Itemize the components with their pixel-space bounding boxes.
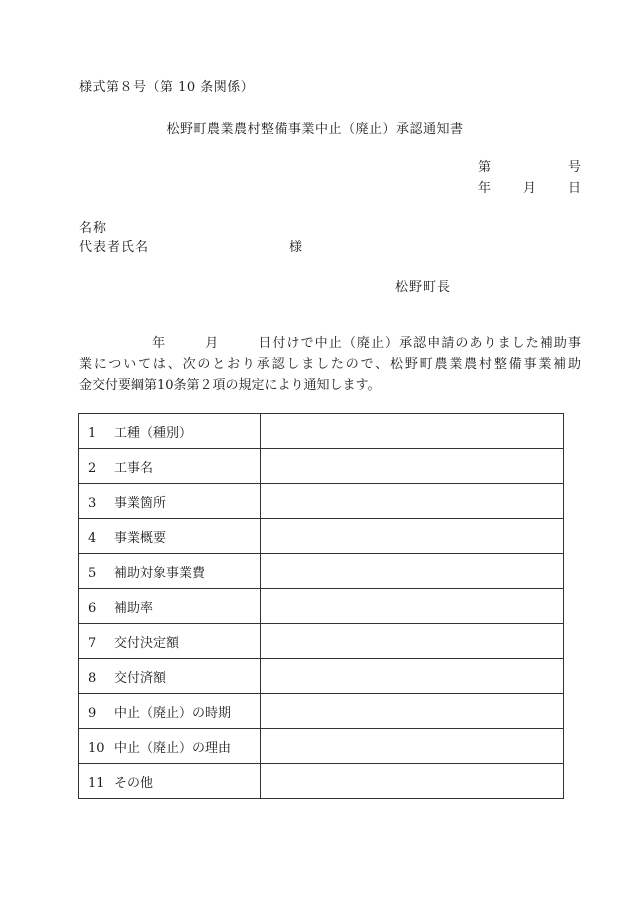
row-label: その他	[114, 775, 154, 791]
body-line-1-text: 日付けで中止（廃止）承認申請のありました補助事	[257, 336, 581, 351]
form-number: 様式第８号（第 10 条関係）	[79, 80, 255, 95]
row-label: 交付済額	[114, 670, 167, 686]
row-label: 工事名	[114, 460, 154, 476]
row-number: 4	[88, 530, 97, 546]
table-row-label-cell	[79, 414, 261, 449]
issue-number-suffix: 号	[567, 160, 581, 175]
body-line-1	[79, 333, 581, 354]
table-row-label-cell	[79, 484, 261, 519]
row-label: 事業箇所	[114, 495, 167, 511]
row-number: 6	[88, 600, 97, 616]
body-paragraph	[79, 333, 581, 396]
issue-date-day: 日	[567, 181, 581, 196]
table-row-label-cell	[79, 449, 261, 484]
body-line-2: 業については、次のとおり承認しましたので、松野町農業農村整備事業補助	[79, 357, 581, 372]
row-label: 事業概要	[114, 530, 167, 546]
table-row-value-cell[interactable]	[261, 764, 564, 799]
table-row	[79, 764, 564, 799]
row-label: 補助率	[114, 600, 154, 616]
table-row-value-cell[interactable]	[261, 694, 564, 729]
row-number: 9	[88, 705, 97, 721]
document-title: 松野町農業農村整備事業中止（廃止）承認通知書	[166, 122, 464, 137]
row-number: 1	[88, 425, 97, 441]
issue-date-line	[478, 180, 581, 198]
sender-mayor: 松野町長	[395, 280, 452, 295]
recipient-honorific: 様	[289, 240, 303, 255]
recipient-name-label: 名称	[79, 221, 108, 236]
table-row-label-cell	[79, 764, 261, 799]
table-row	[79, 694, 564, 729]
row-number: 3	[88, 495, 97, 511]
table-row	[79, 659, 564, 694]
row-label: 補助対象事業費	[114, 565, 206, 581]
table-row	[79, 484, 564, 519]
table-row-value-cell[interactable]	[261, 659, 564, 694]
table-row	[79, 449, 564, 484]
table-row	[79, 624, 564, 659]
table-row	[79, 519, 564, 554]
issue-number-line	[478, 159, 581, 177]
row-number: 7	[88, 635, 97, 651]
issue-number-prefix: 第	[478, 160, 492, 175]
issue-date-month: 月	[522, 181, 536, 196]
row-label: 中止（廃止）の理由	[114, 740, 232, 756]
row-label: 中止（廃止）の時期	[114, 705, 232, 721]
table-row	[79, 589, 564, 624]
table-row-label-cell	[79, 694, 261, 729]
row-number: 2	[88, 460, 97, 476]
table-row-label-cell	[79, 659, 261, 694]
table-row-value-cell[interactable]	[261, 554, 564, 589]
table-row-label-cell	[79, 624, 261, 659]
table-row-value-cell[interactable]	[261, 589, 564, 624]
table-row-value-cell[interactable]	[261, 519, 564, 554]
table-row-label-cell	[79, 554, 261, 589]
row-number: 10	[88, 740, 105, 756]
table-row-value-cell[interactable]	[261, 484, 564, 519]
row-label: 工種（種別）	[114, 425, 193, 441]
items-table	[78, 413, 564, 799]
table-row-value-cell[interactable]	[261, 414, 564, 449]
table-row-value-cell[interactable]	[261, 449, 564, 484]
representative-name-label: 代表者氏名	[79, 240, 150, 255]
issue-date-year: 年	[478, 181, 492, 196]
table-row	[79, 729, 564, 764]
row-number: 8	[88, 670, 97, 686]
row-number: 5	[88, 565, 97, 581]
table-row-label-cell	[79, 519, 261, 554]
body-month: 月	[204, 336, 220, 351]
row-number: 11	[88, 775, 105, 791]
row-label: 交付決定額	[114, 635, 180, 651]
table-row-value-cell[interactable]	[261, 624, 564, 659]
table-row-label-cell	[79, 729, 261, 764]
body-year: 年	[151, 336, 167, 351]
body-line-3: 金交付要綱第10条第２項の規定により通知します。	[79, 378, 381, 393]
table-row-label-cell	[79, 589, 261, 624]
table-row	[79, 414, 564, 449]
table-row	[79, 554, 564, 589]
table-row-value-cell[interactable]	[261, 729, 564, 764]
